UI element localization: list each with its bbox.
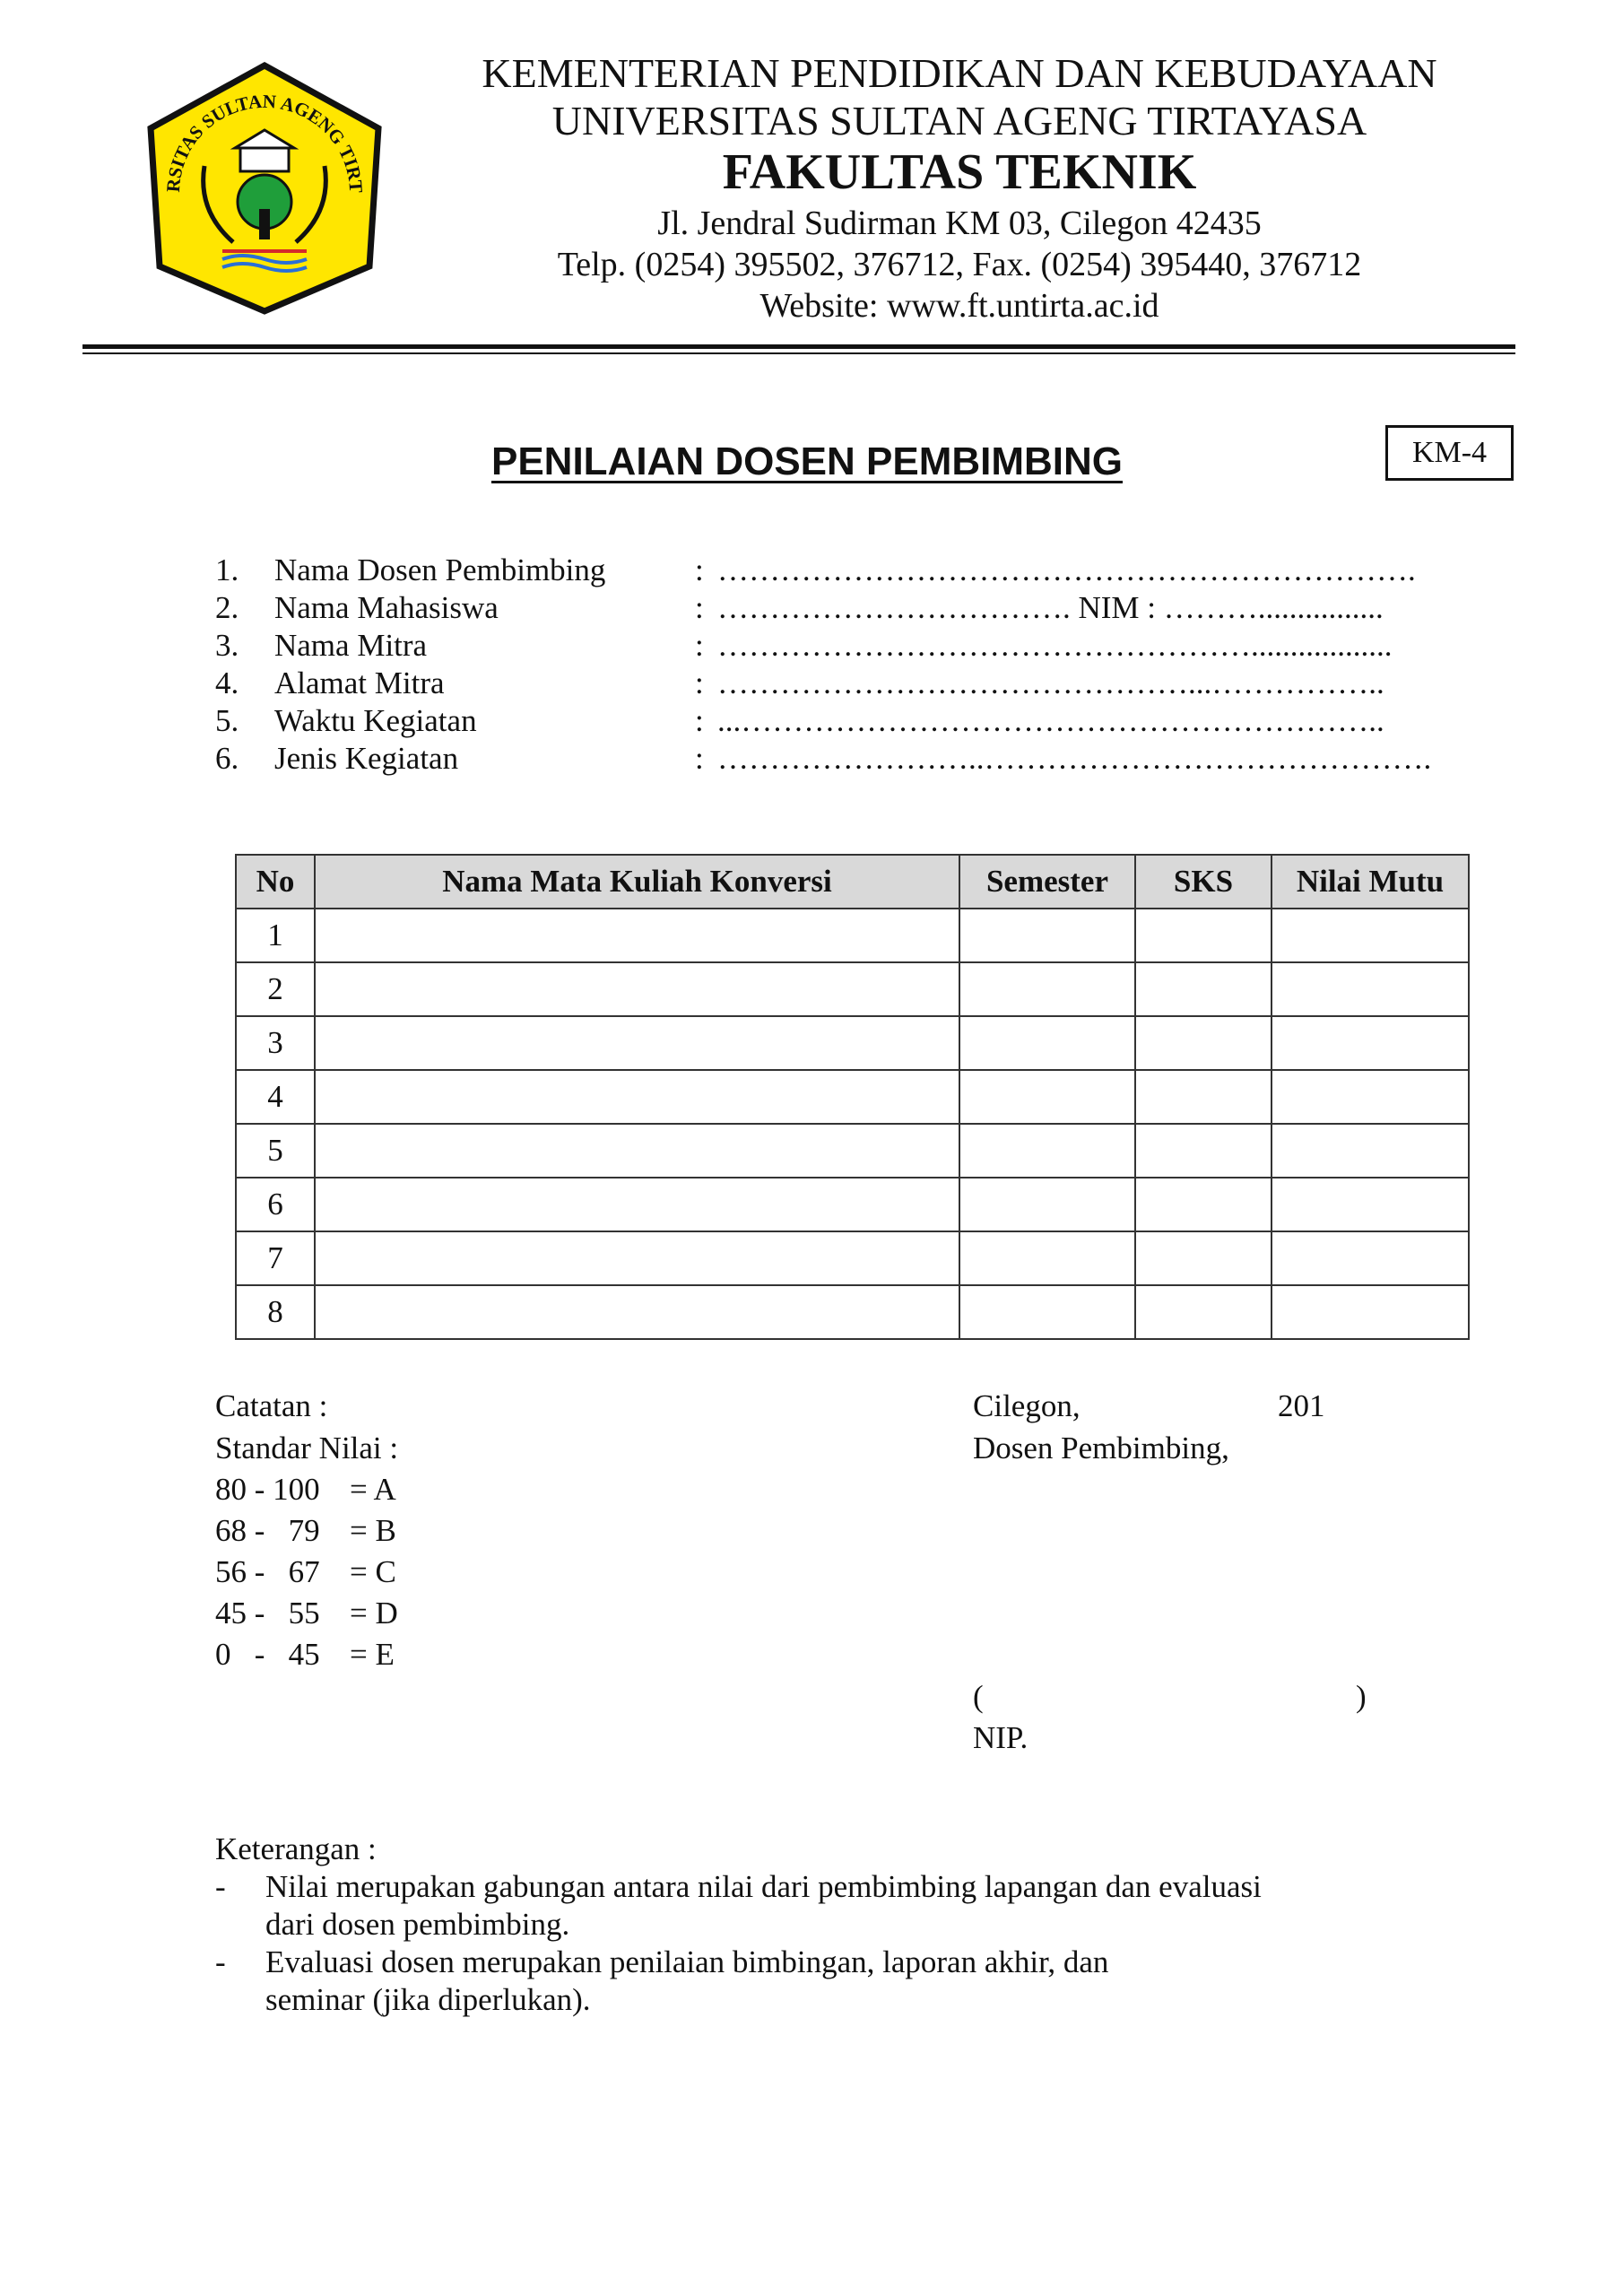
table-row [236,1178,1469,1231]
university-logo [135,58,395,318]
field-blank: …………………………………………….................. [717,628,1393,663]
logo-ring-text: RSITAS SULTAN AGENG TIRT [161,90,368,194]
field-number: 2. [215,590,239,625]
keterangan-item-1-line-1: Nilai merupakan gabungan antara nilai dari pembimbing lapangan dan evaluasi [265,1869,1262,1904]
cell-semester[interactable] [959,1285,1135,1339]
cell-grade[interactable] [1271,1016,1469,1070]
cell-sks[interactable] [1135,1016,1271,1070]
keterangan-bullet: - [215,1944,226,1979]
field-label: Jenis Kegiatan [274,741,459,776]
header-course-name: Nama Mata Kuliah Konversi [315,855,959,909]
header-semester: Semester [959,855,1135,909]
row-number: 7 [236,1231,315,1285]
cell-semester[interactable] [959,1178,1135,1231]
field-colon: : [695,741,704,776]
standar-nilai-label: Standar Nilai : [215,1431,399,1465]
table-row [236,909,1469,962]
cell-semester[interactable] [959,1231,1135,1285]
grade-letter: = C [350,1554,396,1589]
catatan-label: Catatan : [215,1388,328,1423]
cell-course-name[interactable] [315,1285,959,1339]
field-colon: : [695,628,704,663]
table-row [236,1124,1469,1178]
field-blank: ………………………………………...…………….. [717,665,1384,700]
cell-grade[interactable] [1271,1124,1469,1178]
field-colon: : [695,552,704,587]
header-sks: SKS [1135,855,1271,909]
cell-grade[interactable] [1271,1231,1469,1285]
cell-sks[interactable] [1135,1285,1271,1339]
cell-sks[interactable] [1135,1178,1271,1231]
cell-semester[interactable] [959,1070,1135,1124]
field-label: Nama Mahasiswa [274,590,499,625]
cell-course-name[interactable] [315,1178,959,1231]
field-label: Nama Mitra [274,628,428,663]
ministry-name: KEMENTERIAN PENDIDIKAN DAN KEBUDAYAAN [482,50,1437,96]
university-name: UNIVERSITAS SULTAN AGENG TIRTAYASA [551,98,1367,144]
cell-grade[interactable] [1271,909,1469,962]
grade-range: 45 - 55 [215,1596,320,1631]
cell-semester[interactable] [959,1124,1135,1178]
header-grade: Nilai Mutu [1271,855,1469,909]
row-number: 8 [236,1285,315,1339]
field-colon: : [695,590,704,625]
field-blank: ...…………………………………………………….. [717,703,1384,738]
table-row [236,1070,1469,1124]
faculty-phone: Telp. (0254) 395502, 376712, Fax. (0254) 395440, 376712 [557,246,1362,283]
table-row [236,1285,1469,1339]
keterangan-item-2-line-2: seminar (jika diperlukan). [265,1982,591,2017]
untirta-emblem-icon [135,58,395,318]
cell-sks[interactable] [1135,1124,1271,1178]
course-conversion-table [235,854,1470,1340]
faculty-website: Website: www.ft.untirta.ac.id [759,287,1159,325]
cell-course-name[interactable] [315,1016,959,1070]
cell-course-name[interactable] [315,962,959,1016]
grade-range: 0 - 45 [215,1637,320,1672]
cell-course-name[interactable] [315,1070,959,1124]
field-blank: ……………………………. NIM : ………................ [717,590,1384,625]
table-row [236,1231,1469,1285]
row-number: 4 [236,1070,315,1124]
letterhead-divider-thick [82,344,1515,349]
faculty-name: FAKULTAS TEKNIK [722,144,1197,200]
signature-close-paren: ) [1356,1679,1367,1714]
row-number: 3 [236,1016,315,1070]
signature-open-paren: ( [973,1679,984,1714]
field-colon: : [695,665,704,700]
field-number: 5. [215,703,239,738]
table-row [236,1016,1469,1070]
cell-sks[interactable] [1135,962,1271,1016]
grade-range: 56 - 67 [215,1554,320,1589]
field-colon: : [695,703,704,738]
letterhead-divider-thin [82,352,1515,354]
row-number: 5 [236,1124,315,1178]
field-number: 3. [215,628,239,663]
cell-semester[interactable] [959,909,1135,962]
grade-letter: = D [350,1596,398,1631]
grade-letter: = A [350,1472,396,1507]
field-number: 4. [215,665,239,700]
grade-letter: = E [350,1637,395,1672]
field-number: 1. [215,552,239,587]
row-number: 1 [236,909,315,962]
keterangan-item-2-line-1: Evaluasi dosen merupakan penilaian bimbingan, laporan akhir, dan [265,1944,1109,1979]
field-blank: ……………………..……………………………………. [717,741,1432,776]
cell-course-name[interactable] [315,1124,959,1178]
grade-range: 80 - 100 [215,1472,320,1507]
cell-sks[interactable] [1135,1231,1271,1285]
cell-grade[interactable] [1271,962,1469,1016]
faculty-address: Jl. Jendral Sudirman KM 03, Cilegon 42435 [657,204,1262,242]
cell-semester[interactable] [959,1016,1135,1070]
table-row [236,962,1469,1016]
signature-place: Cilegon, [973,1388,1081,1423]
row-number: 2 [236,962,315,1016]
field-label: Alamat Mitra [274,665,445,700]
keterangan-bullet: - [215,1869,226,1904]
cell-course-name[interactable] [315,909,959,962]
grade-range: 68 - 79 [215,1513,320,1548]
signature-nip: NIP. [973,1720,1028,1755]
form-code-box: KM-4 [1385,425,1514,481]
grade-letter: = B [350,1513,396,1548]
field-label: Waktu Kegiatan [274,703,477,738]
header-no: No [236,855,315,909]
signature-role: Dosen Pembimbing, [973,1431,1229,1465]
keterangan-item-1-line-2: dari dosen pembimbing. [265,1907,570,1942]
cell-sks[interactable] [1135,909,1271,962]
cell-course-name[interactable] [315,1231,959,1285]
row-number: 6 [236,1178,315,1231]
cell-grade[interactable] [1271,1285,1469,1339]
field-label: Nama Dosen Pembimbing [274,552,606,587]
cell-grade[interactable] [1271,1178,1469,1231]
field-blank: …………………………………………………………. [717,552,1416,587]
cell-grade[interactable] [1271,1070,1469,1124]
field-number: 6. [215,741,239,776]
form-title: PENILAIAN DOSEN PEMBIMBING [490,439,1124,483]
cell-semester[interactable] [959,962,1135,1016]
keterangan-title: Keterangan : [215,1831,377,1866]
cell-sks[interactable] [1135,1070,1271,1124]
signature-year: 201 [1278,1388,1325,1423]
table-header-row [236,855,1469,909]
